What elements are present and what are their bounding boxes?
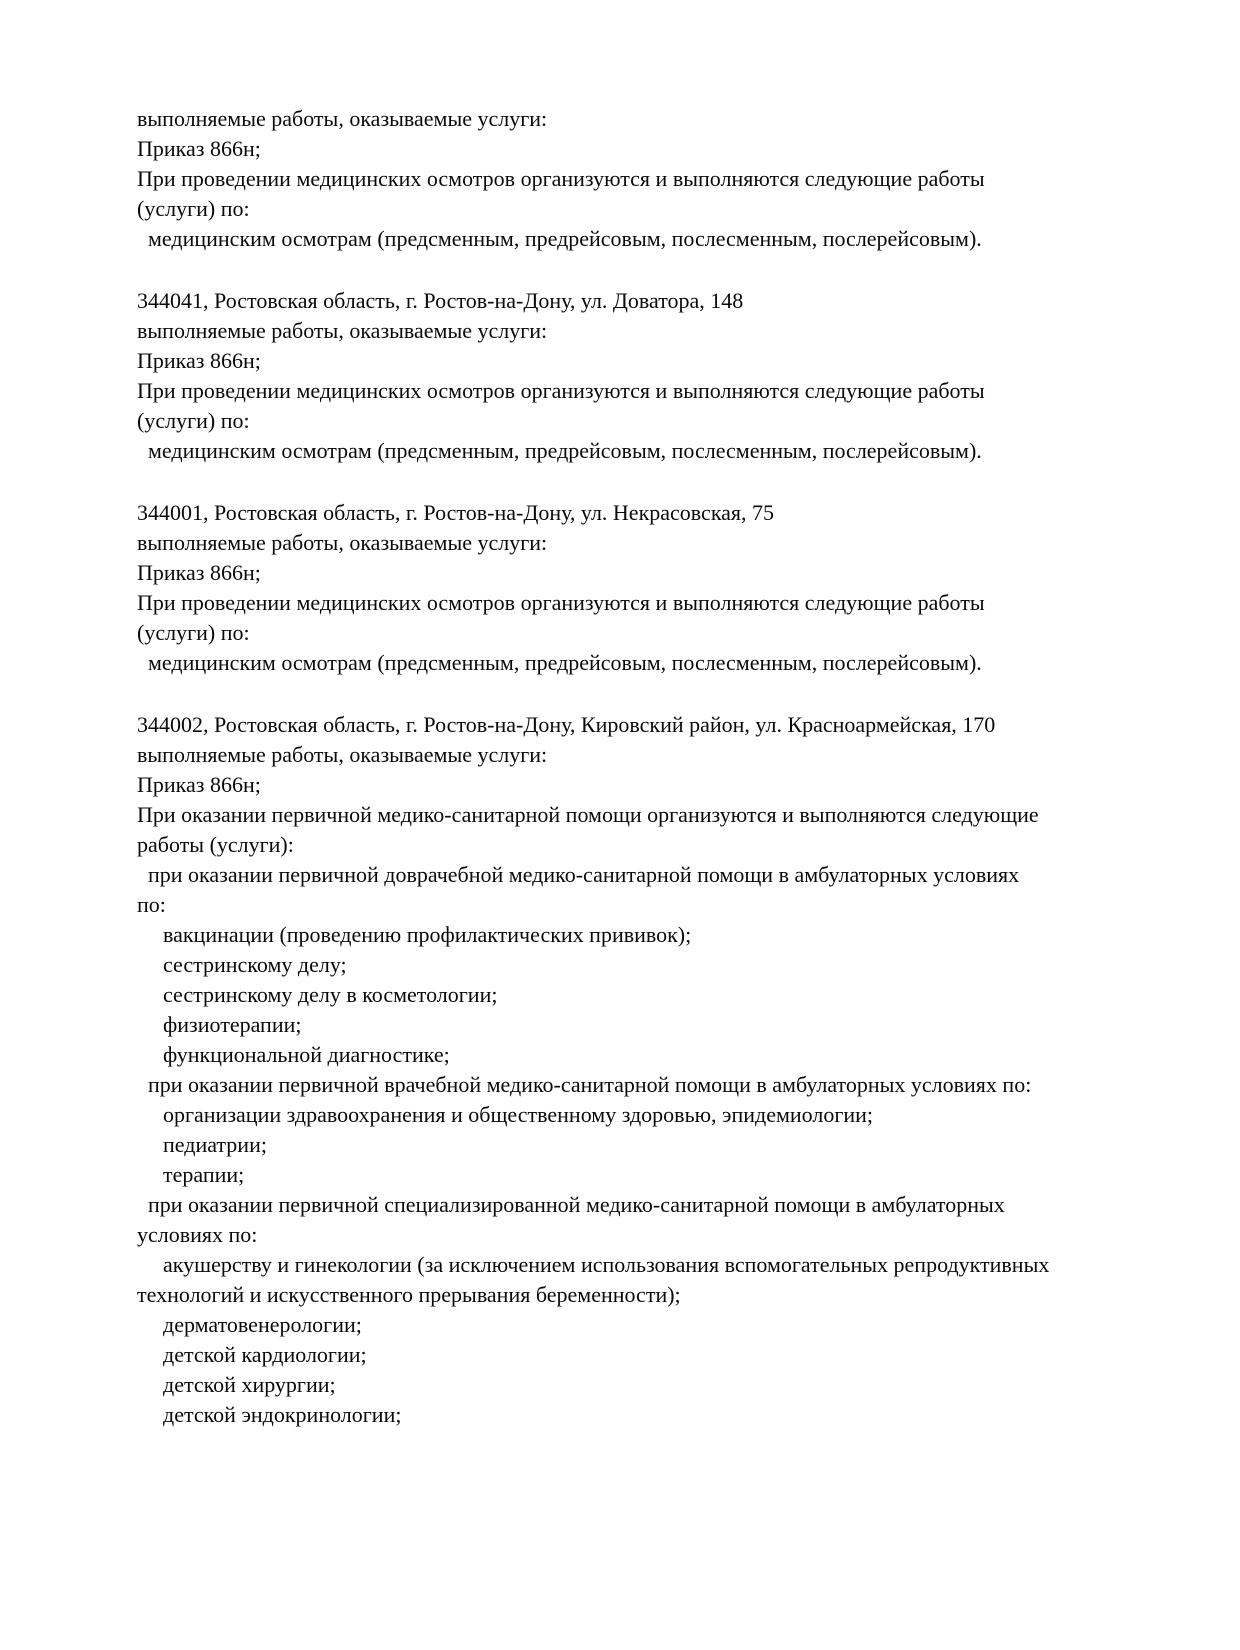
text-line: При проведении медицинских осмотров организуются и выполняются следующие работы (137, 590, 985, 615)
text-line: выполняемые работы, оказываемые услуги: (137, 318, 548, 343)
text-line: при оказании первичной специализированной медико-санитарной помощи в амбулаторных (148, 1192, 1005, 1217)
text-line: выполняемые работы, оказываемые услуги: (137, 742, 548, 767)
text-line: При проведении медицинских осмотров организуются и выполняются следующие работы (137, 166, 985, 191)
license-works-block (137, 286, 1170, 466)
service-item-line: дерматовенерологии; (163, 1312, 362, 1337)
service-item-line: детской кардиологии; (163, 1342, 367, 1367)
text-line: (услуги) по: (137, 196, 250, 221)
text-line: Приказ 866н; (137, 348, 261, 373)
text-line: технологий и искусственного прерывания беременности); (137, 1282, 681, 1307)
license-works-block (137, 104, 1170, 254)
text-line: При оказании первичной медико-санитарной помощи организуются и выполняются следующие (137, 802, 1039, 827)
service-item-line: функциональной диагностике; (163, 1042, 450, 1067)
text-line: медицинским осмотрам (предсменным, предрейсовым, послесменным, послерейсовым). (148, 650, 982, 675)
text-line: по: (137, 892, 166, 917)
text-line: при оказании первичной врачебной медико-санитарной помощи в амбулаторных условиях по: (148, 1072, 1032, 1097)
address-line: 344002, Ростовская область, г. Ростов-на-Дону, Кировский район, ул. Красноармейская, 170 (137, 712, 996, 737)
text-line: при оказании первичной доврачебной медико-санитарной помощи в амбулаторных условиях (148, 862, 1020, 887)
text-line: выполняемые работы, оказываемые услуги: (137, 106, 548, 131)
address-line: 344041, Ростовская область, г. Ростов-на-Дону, ул. Доватора, 148 (137, 288, 744, 313)
service-item-line: вакцинации (проведению профилактических прививок); (163, 922, 692, 947)
text-line: Приказ 866н; (137, 772, 261, 797)
text-line: работы (услуги): (137, 832, 294, 857)
address-line: 344001, Ростовская область, г. Ростов-на-Дону, ул. Некрасовская, 75 (137, 500, 775, 525)
text-line: условиях по: (137, 1222, 258, 1247)
text-line: (услуги) по: (137, 408, 250, 433)
service-item-line: акушерству и гинекологии (за исключением использования вспомогательных репродуктивных (163, 1252, 1050, 1277)
text-line: медицинским осмотрам (предсменным, предрейсовым, послесменным, послерейсовым). (148, 226, 982, 251)
service-item-line: сестринскому делу; (163, 952, 347, 977)
text-line: медицинским осмотрам (предсменным, предрейсовым, послесменным, послерейсовым). (148, 438, 982, 463)
text-line: выполняемые работы, оказываемые услуги: (137, 530, 548, 555)
service-item-line: педиатрии; (163, 1132, 267, 1157)
license-works-block (137, 498, 1170, 678)
service-item-line: детской эндокринологии; (163, 1402, 402, 1427)
text-line: Приказ 866н; (137, 136, 261, 161)
service-item-line: организации здравоохранения и общественному здоровью, эпидемиологии; (163, 1102, 874, 1127)
text-line: (услуги) по: (137, 620, 250, 645)
text-line: При проведении медицинских осмотров организуются и выполняются следующие работы (137, 378, 985, 403)
service-item-line: детской хирургии; (163, 1372, 336, 1397)
license-works-block (137, 710, 1170, 1430)
service-item-line: физиотерапии; (163, 1012, 302, 1037)
service-item-line: сестринскому делу в косметологии; (163, 982, 498, 1007)
text-line: Приказ 866н; (137, 560, 261, 585)
service-item-line: терапии; (163, 1162, 245, 1187)
